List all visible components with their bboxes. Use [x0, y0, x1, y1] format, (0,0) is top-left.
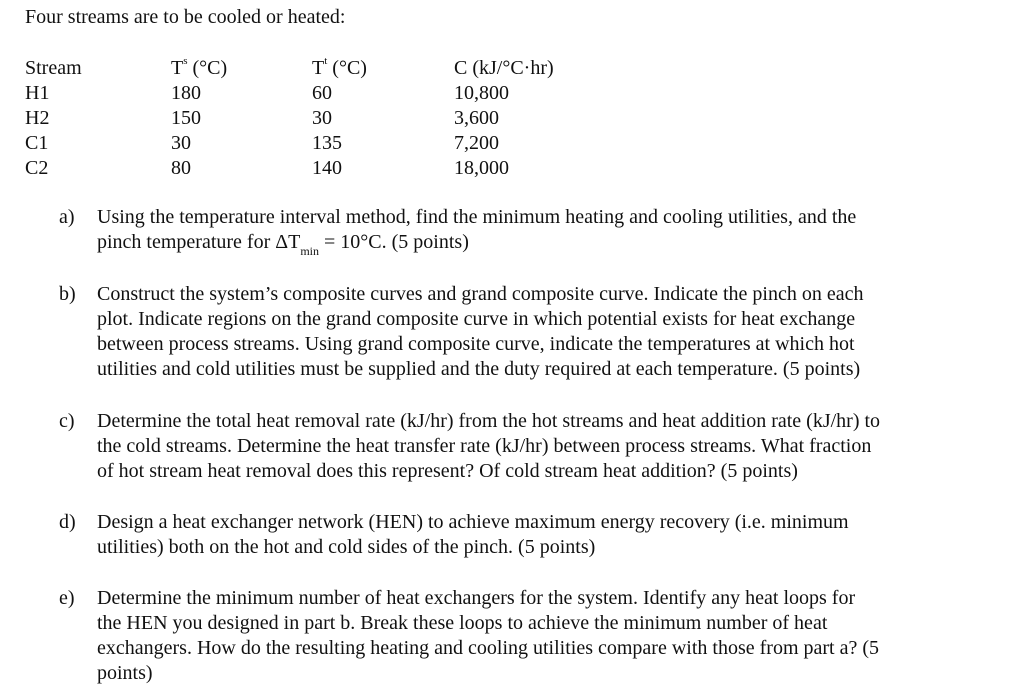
table-row — [25, 106, 614, 131]
cell-stream: H1 — [25, 82, 50, 104]
header-stream: Stream — [25, 57, 82, 79]
question-label: c) — [59, 410, 75, 432]
cell-tt: 30 — [312, 107, 332, 129]
cell-stream: C1 — [25, 132, 49, 154]
question-text: Determine the minimum number of heat exchangers for the system. Identify any heat loops for the HEN you designed in part b. Break these loops to achieve the minimum number of heat exchangers. How do the resulting heating and cooling utilities compare with those from part a? (5 points) — [97, 587, 880, 684]
cell-tt: 140 — [312, 157, 342, 179]
cell-c: 3,600 — [454, 107, 499, 129]
question-label: b) — [59, 283, 76, 305]
intro-text: Four streams are to be cooled or heated: — [25, 6, 346, 28]
table-row — [25, 131, 614, 156]
cell-ts: 30 — [171, 132, 191, 154]
table-header-row — [25, 56, 614, 81]
question-label: a) — [59, 206, 75, 228]
cell-tt: 60 — [312, 82, 332, 104]
question-text: Construct the system’s composite curves and grand composite curve. Indicate the pinch on each plot. Indicate regions on the grand composite curve in which potential exists for heat exchange between process streams. Using grand composite curve, indicate the temperatures at which hot utilities and cold utilities must be supplied and the duty required at each temperature. (5 points) — [97, 283, 864, 380]
stream-table — [25, 56, 614, 181]
cell-tt: 135 — [312, 132, 342, 154]
question-text: Determine the total heat removal rate (kJ/hr) from the hot streams and heat addition rate (kJ/hr) to the cold streams. Determine the heat transfer rate (kJ/hr) between process streams. What fraction of hot stream heat removal does this represent? Of cold stream heat addition? (5 points) — [97, 410, 881, 482]
header-supply-temp: $T^s$ (°C) — [171, 55, 228, 79]
table-row — [25, 156, 614, 181]
cell-c: 18,000 — [454, 157, 509, 179]
cell-ts: 80 — [171, 157, 191, 179]
question-label: d) — [59, 511, 76, 533]
question-text: Using the temperature interval method, find the minimum heating and cooling utilities, and the pinch temperature for $\Delta T_{min} = 10^\circ C$. (5 points) — [97, 206, 857, 258]
cell-ts: 150 — [171, 107, 201, 129]
cell-c: 7,200 — [454, 132, 499, 154]
cell-ts: 180 — [171, 82, 201, 104]
question-label: e) — [59, 587, 75, 609]
cell-c: 10,800 — [454, 82, 509, 104]
table-row — [25, 81, 614, 106]
header-target-temp: $T^t$ (°C) — [312, 55, 367, 79]
header-heat-capacity: C (kJ/°C·hr) — [454, 57, 554, 79]
cell-stream: C2 — [25, 157, 49, 179]
question-text: Design a heat exchanger network (HEN) to achieve maximum energy recovery (i.e. minimum utilities) both on the hot and cold sides of the pinch. (5 points) — [97, 511, 849, 558]
cell-stream: H2 — [25, 107, 50, 129]
